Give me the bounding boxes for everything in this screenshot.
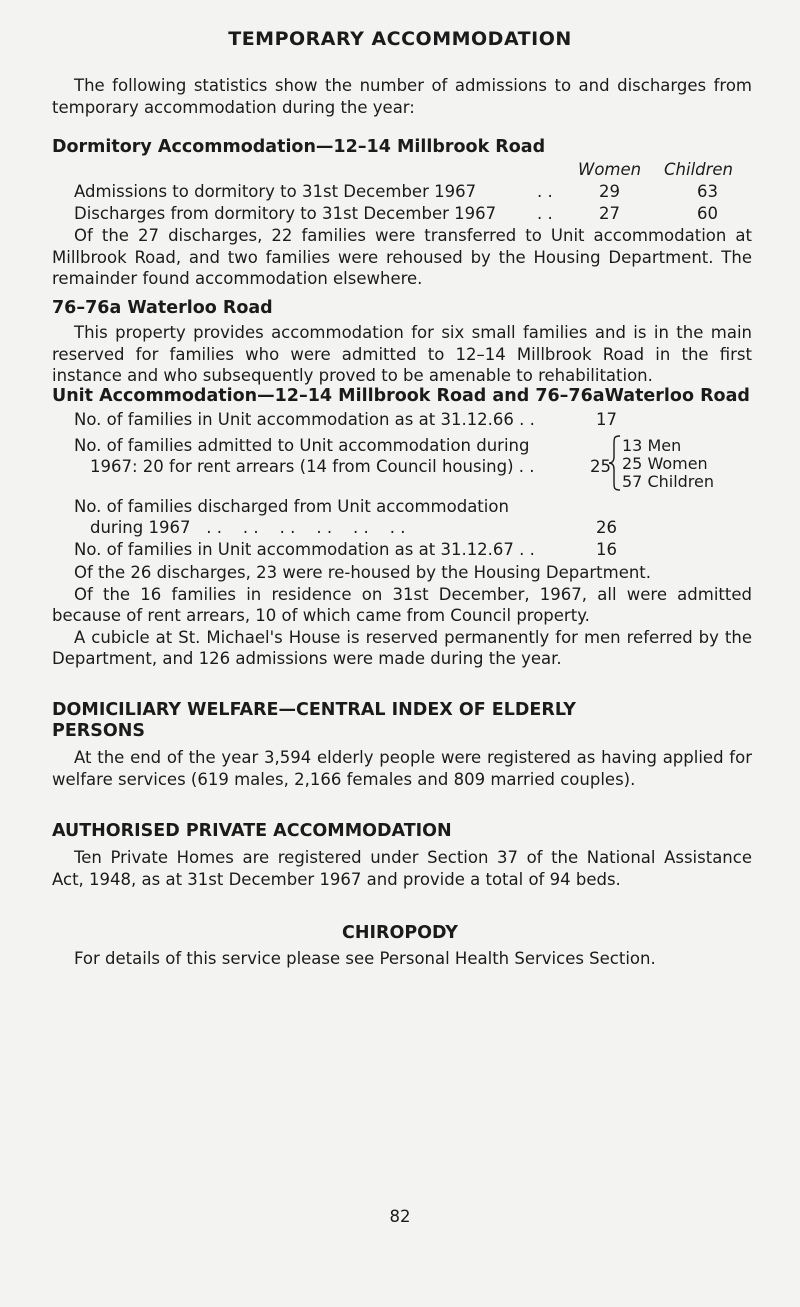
unit-row2-line2: 1967: 20 for rent arrears (14 from Council housing) . . bbox=[90, 457, 535, 476]
waterloo-heading: 76–76a Waterloo Road bbox=[52, 298, 273, 318]
dormitory-admissions-label: Admissions to dormitory to 31st December 1967 bbox=[74, 182, 477, 201]
unit-row3-line1: No. of families discharged from Unit accommodation bbox=[74, 497, 509, 516]
dormitory-discharges-label: Discharges from dormitory to 31st December 1967 bbox=[74, 204, 497, 223]
chiropody-heading: CHIROPODY bbox=[342, 923, 458, 943]
unit-row4-value: 16 bbox=[596, 540, 617, 559]
curly-brace-icon bbox=[608, 434, 622, 492]
chiropody-paragraph: For details of this service please see Personal Health Services Section. bbox=[74, 949, 656, 968]
private-paragraph: Ten Private Homes are registered under Section 37 of the National Assistance Act, 1948, as at 31st December 1967 and provide a total of 94 beds. bbox=[52, 848, 752, 889]
private-heading: AUTHORISED PRIVATE ACCOMMODATION bbox=[52, 821, 452, 841]
column-header-women: Women bbox=[578, 160, 642, 179]
unit-heading: Unit Accommodation—12–14 Millbrook Road and 76–76aWaterloo Road bbox=[52, 386, 750, 406]
dormitory-admissions-children: 63 bbox=[697, 182, 718, 201]
unit-note-3: A cubicle at St. Michael's House is reserved permanently for men referred by the Department, and 126 admissions were made during the year. bbox=[52, 627, 752, 668]
breakdown-women: 25 Women bbox=[622, 454, 708, 473]
breakdown-children: 57 Children bbox=[622, 472, 715, 491]
unit-row1-label: No. of families in Unit accommodation as at 31.12.66 . . bbox=[74, 410, 535, 429]
dormitory-discharges-women: 27 bbox=[599, 204, 620, 223]
unit-note-1: Of the 26 discharges, 23 were re-housed by the Housing Department. bbox=[74, 563, 652, 582]
unit-row1-value: 17 bbox=[596, 410, 617, 429]
intro-paragraph: The following statistics show the number of admissions to and discharges from temporary accommodation during the year: bbox=[52, 76, 752, 117]
breakdown-men: 13 Men bbox=[622, 436, 682, 455]
dormitory-admissions-dots: . . bbox=[537, 182, 553, 201]
column-header-children: Children bbox=[664, 160, 734, 179]
unit-notes bbox=[52, 562, 752, 670]
unit-row2-value: 25 bbox=[590, 457, 611, 476]
dormitory-discharges-dots: . . bbox=[537, 204, 553, 223]
unit-row4-label: No. of families in Unit accommodation as at 31.12.67 . . bbox=[74, 540, 535, 559]
unit-row2-line1: No. of families admitted to Unit accommodation during bbox=[74, 436, 530, 455]
domiciliary-paragraph: At the end of the year 3,594 elderly people were registered as having applied for welfare services (619 males, 2,166 females and 809 married couples). bbox=[52, 748, 752, 789]
waterloo-paragraph: This property provides accommodation for six small families and is in the main reserved for families who were admitted to 12–14 Millbrook Road in the first instance and who subsequently proved to be amenable to rehabilitation. bbox=[52, 323, 752, 385]
unit-row3-line2: during 1967 . . . . . . . . . . . . bbox=[90, 518, 406, 537]
page-title: TEMPORARY ACCOMMODATION bbox=[228, 28, 572, 50]
domiciliary-heading-line1: DOMICILIARY WELFARE—CENTRAL INDEX OF ELDERLY bbox=[52, 700, 576, 720]
unit-row3-value: 26 bbox=[596, 518, 617, 537]
dormitory-discharges-children: 60 bbox=[697, 204, 718, 223]
domiciliary-heading-line2: PERSONS bbox=[52, 721, 145, 741]
dormitory-admissions-women: 29 bbox=[599, 182, 620, 201]
dormitory-note: Of the 27 discharges, 22 families were transferred to Unit accommodation at Millbrook Road, and two families were rehoused by the Housing Department. The remainder found accommodation elsewhere. bbox=[52, 226, 752, 288]
unit-note-2: Of the 16 families in residence on 31st December, 1967, all were admitted because of rent arrears, 10 of which came from Council property. bbox=[52, 584, 752, 625]
dormitory-heading: Dormitory Accommodation—12–14 Millbrook Road bbox=[52, 137, 546, 157]
page-number: 82 bbox=[389, 1207, 411, 1226]
